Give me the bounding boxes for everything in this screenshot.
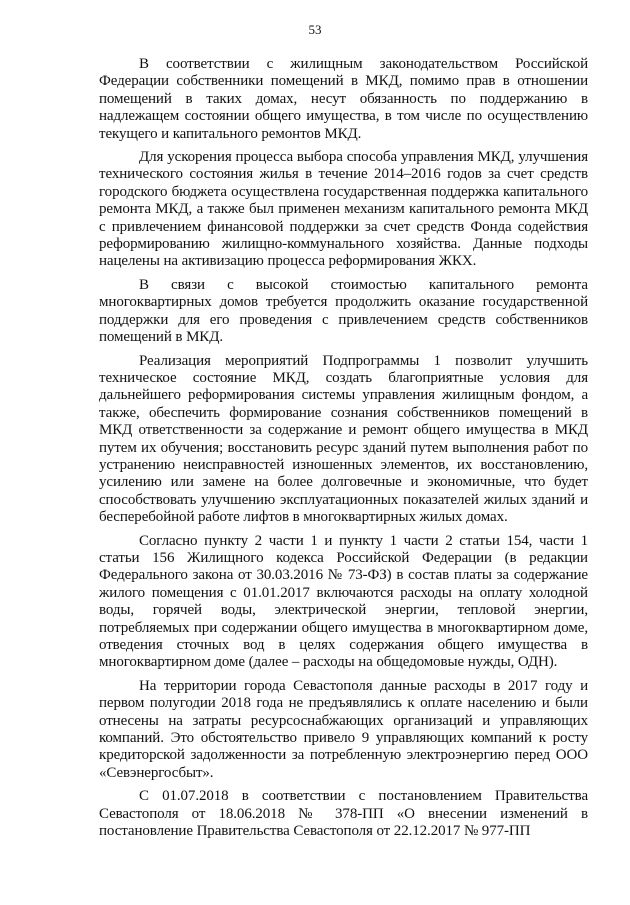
paragraph-2: Для ускорения процесса выбора способа управления МКД, улучшения технического состояния жилья в течение 2014–2016 годов за счет средств городского бюджета осуществлена государственная поддержка капитального ремонта МКД, а также был применен механизм капитального ремонта МКД с привлечением финансовой поддержки за счет средств Фонда содействия реформированию жилищно-коммунального хозяйства. Данные подходы нацелены на активизацию процесса реформирования ЖКХ. — [99, 149, 588, 270]
paragraph-4: Реализация мероприятий Подпрограммы 1 позволит улучшить техническое состояние МКД, создать благоприятные условия для дальнейшего реформирования системы управления жилищным фондом, а также, обеспечить формирование сознания собственников помещений в МКД ответственности за содержание и ремонт общего имущества в МКД путем их обучения; восстановить ресурс зданий путем выполнения работ по устранению неисправностей изношенных элементов, их восстановлению, усилению или замене на более долговечные и экономичные, что будет способствовать улучшению эксплуатационных показателей жилых зданий и бесперебойной работе лифтов в многоквартирных жилых домах. — [99, 352, 588, 526]
document-body — [99, 56, 588, 846]
paragraph-6: На территории города Севастополя данные расходы в 2017 году и первом полугодии 2018 года не предъявлялись к оплате населению и были отнесены на затраты ресурсоснабжающих организаций и управляющих компаний. Это обстоятельство привело 9 управляющих компаний к росту кредиторской задолженности за потребленную электроэнергию перед ООО «Севэнергосбыт». — [99, 677, 588, 781]
paragraph-3: В связи с высокой стоимостью капитального ремонта многоквартирных домов требуется продолжить оказание государственной поддержки для его проведения с привлечением средств собственников помещений в МКД. — [99, 276, 588, 346]
paragraph-1: В соответствии с жилищным законодательством Российской Федерации собственники помещений в МКД, помимо прав в отношении помещений в таких домах, несут обязанность по поддержанию в надлежащем состоянии общего имущества, в том числе по осуществлению текущего и капитального ремонтов МКД. — [99, 56, 588, 142]
paragraph-7: С 01.07.2018 в соответствии с постановлением Правительства Севастополя от 18.06.2018 № 378-ПП «О внесении изменений в постановление Правительства Севастополя от 22.12.2017 № 977-ПП — [99, 788, 588, 840]
page-number: 53 — [308, 22, 322, 37]
paragraph-5: Согласно пункту 2 части 1 и пункту 1 части 2 статьи 154, части 1 статьи 156 Жилищного кодекса Российской Федерации (в редакции Федерального закона от 30.03.2016 № 73-ФЗ) в состав платы за содержание жилого помещения с 01.01.2017 включаются расходы на оплату холодной воды, горячей воды, электрической энергии, тепловой энергии, потребляемых при содержании общего имущества в многоквартирном доме, отведения сточных вод в целях содержания общего имущества в многоквартирном доме (далее – расходы на общедомовые нужды, ОДН). — [99, 532, 588, 671]
